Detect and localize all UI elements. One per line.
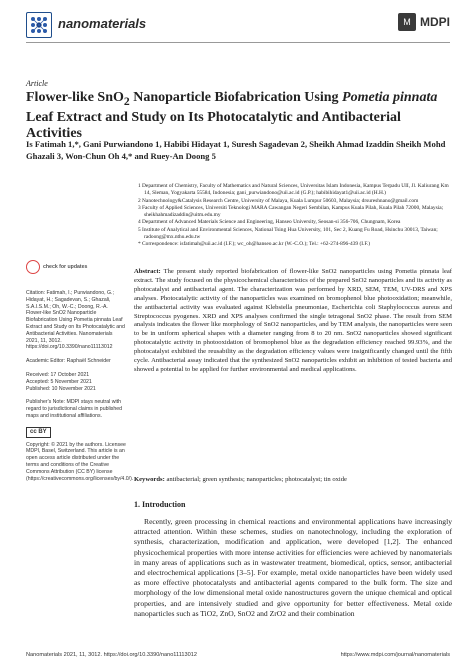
footer-citation[interactable]: Nanomaterials 2021, 11, 3012. https://doi.org/10.3390/nano11113012	[26, 652, 197, 658]
author-list: Is Fatimah 1,*, Gani Purwiandono 1, Habibi Hidayat 1, Suresh Sagadevan 2, Sheikh Ahmad Izaddin Sheikh Mohd Ghazali 3, Won-Chun Oh 4,* and Ruey-An Doong 5	[26, 139, 446, 161]
header-divider	[26, 42, 450, 43]
publisher-note: Publisher's Note: MDPI stays neutral with regard to jurisdictional claims in published maps and institutional affiliations.	[26, 399, 123, 419]
article-title	[26, 90, 450, 142]
mdpi-logo[interactable]	[398, 13, 450, 31]
mdpi-badge-icon: M	[398, 13, 416, 31]
title-part: Flower-like SnO	[26, 90, 124, 105]
affiliation-item: 1 Department of Chemistry, Faculty of Mathematics and Natural Sciences, Universitas Islam Indonesia, Kampus Terpadu UII, Jl. Kaliurang Km 14, Sleman, Yogyakarta 55584, Indonesia; gani_purwiandono@uii.ac.id (G.P.); habibihidayat1@uii.ac.id (H.H.)	[138, 183, 449, 197]
published-date: Published: 10 November 2021	[26, 385, 96, 392]
abstract-text: The present study reported biofabrication of flower-like SnO2 nanoparticles using Pometia pinnata leaf extract. The study focused on the physicochemical characteristics of the prepared SnO2 nanoparticles and its activity as photocatalyst and antibacterial agent. The characterization was performed by XRD, SEM, TEM, UV-DRS and XPS analyses. Photocatalytic activity of the nanoparticles was examined on bromophenol blue photooxidation; meanwhile, the antibacterial activity was evaluated against Klebsiella pneumoniae, Escherichia coli Staphylococcus aureus and Streptococcus pyogenes. XRD and XPS analyses confirmed the single tetragonal SnO2 phase. The result from SEM analysis indicates the flower like morphology of SnO2 nanoparticles, and by TEM analysis, the nanoparticles were seen to be in uniform spherical shapes with a diameter ranging from 8 to 20 nm. SnO2 nanoparticles showed significant photocatalytic activity in photooxidation of bromophenol blue as the degradation efficiency reached 99.93%, and the photocatalyst exhibited the reusability as the degradation efficiency values were insignificantly changed until the fifth cycle. Antibacterial assay indicated that the synthesized SnO2 nanoparticles exhibit an inhibition of tested bacteria and showed a potential to be applied for further environmental and medical applications.	[134, 268, 453, 373]
check-updates-button[interactable]	[26, 260, 126, 274]
accepted-date: Accepted: 5 November 2021	[26, 378, 92, 385]
affiliation-item: 2 Nanotechnology&Catalysis Research Centre, University of Malaya, Kuala Lumpur 50603, Malaysia; drsureshnano@gmail.com	[138, 197, 419, 204]
keywords-text: antibacterial; green synthesis; nanoparticles; photocatalyst; tin oxide	[166, 476, 347, 483]
updates-label: check for updates	[43, 263, 88, 270]
abstract-label: Abstract:	[134, 268, 161, 275]
affiliation-item: 3 Faculty of Applied Sciences, Universiti Teknologi MARA Cawangan Negeri Sembilan, Kampus Kuala Pilah, Kuala Pilah 72000, Malaysia; sheikhahmadizaddin@uitm.edu.my	[138, 204, 444, 219]
title-part: Leaf Extract and Study on Its Photocatalytic and Antibacterial Activities	[26, 109, 401, 141]
affiliations	[138, 183, 456, 249]
journal-header	[26, 10, 450, 44]
updates-icon	[26, 260, 40, 274]
keywords-label: Keywords:	[134, 476, 165, 483]
article-type: Article	[26, 79, 48, 88]
journal-name[interactable]: nanomaterials	[58, 16, 147, 31]
title-part: Nanoparticle Biofabrication Using	[129, 90, 343, 105]
keywords	[134, 476, 452, 485]
citation-text: Citation: Fatimah, I.; Purwiandono, G.; Hidayat, H.; Sagadevan, S.; Ghazali, S.A.I.S.M.; Oh, W.-C.; Doong, R.-A. Flower-like SnO2 Nanoparticle Biofabrication Using Pometia pinnata Leaf Extract and Study on Its Photocatalytic and Antibacterial Activities. Nanomaterials 2021, 11, 3012. https://doi.org/10.3390/nano11113012	[26, 290, 125, 351]
page-footer	[26, 652, 450, 658]
title-subscript: 2	[123, 94, 130, 108]
correspondence: * Correspondence: isfatimah@uii.ac.id (I.F.); wc_oh@hanseo.ac.kr (W.-C.O.); Tel.: +62-274-896-439 (I.F.)	[138, 241, 371, 248]
journal-logo-icon	[26, 12, 52, 38]
copyright-text: Copyright: © 2021 by the authors. Licensee MDPI, Basel, Switzerland. This article is an open access article distributed under the terms and conditions of the Creative Commons Attribution (CC BY) license (https://creativecommons.org/licenses/by/4.0/).	[26, 441, 134, 482]
section-heading: 1. Introduction	[134, 500, 186, 509]
title-italic: Pometia pinnata	[342, 90, 438, 105]
abstract	[134, 268, 452, 375]
mdpi-text: MDPI	[420, 15, 450, 29]
affiliation-item: 4 Department of Advanced Materials Science and Engineering, Hanseo University, Seosan-si 356-706, Chungnam, Korea	[138, 219, 401, 226]
cc-license-icon[interactable]: cc BY	[26, 427, 51, 438]
footer-url[interactable]: https://www.mdpi.com/journal/nanomaterials	[340, 652, 450, 658]
received-date: Received: 17 October 2021	[26, 371, 90, 378]
affiliation-item: 5 Institute of Analytical and Environmental Sciences, National Tsing Hua University, 101, Sec 2, Kuang Fu Road, Hsinchu 30013, Taiwan; radoong@mx.nthu.edu.tw	[138, 226, 438, 241]
introduction-paragraph: Recently, green processing in chemical reactions and environmental applications have increasingly attracted attention. Within these schemes, studies on nanotechnology, including the exploration of synthesis, characterization, modification and application, were developed [1,2]. The enhanced physicochemical properties with more intense activities for efficiencies were achieved by nanomaterials in many areas of applications such as in wastewater treatment, biomedical, optics, sensor, antibacterial and electrochemical applications [3–5]. For example, metal oxide nanoparticles have been widely used as more effective photocatalysts and antibacterial agents compared to the bulk form. The size and morphology of the low dimensional metal oxide nanostructures govern the unique chemical and optical properties, and are intensively studied and give opportunity for better effectiveness. Metal oxide nanoparticles such as TiO2, ZnO, SnO2 and ZrO2 and their combination	[134, 517, 452, 618]
academic-editor: Academic Editor: Raphaël Schneider	[26, 358, 111, 365]
left-sidebar	[26, 260, 134, 489]
